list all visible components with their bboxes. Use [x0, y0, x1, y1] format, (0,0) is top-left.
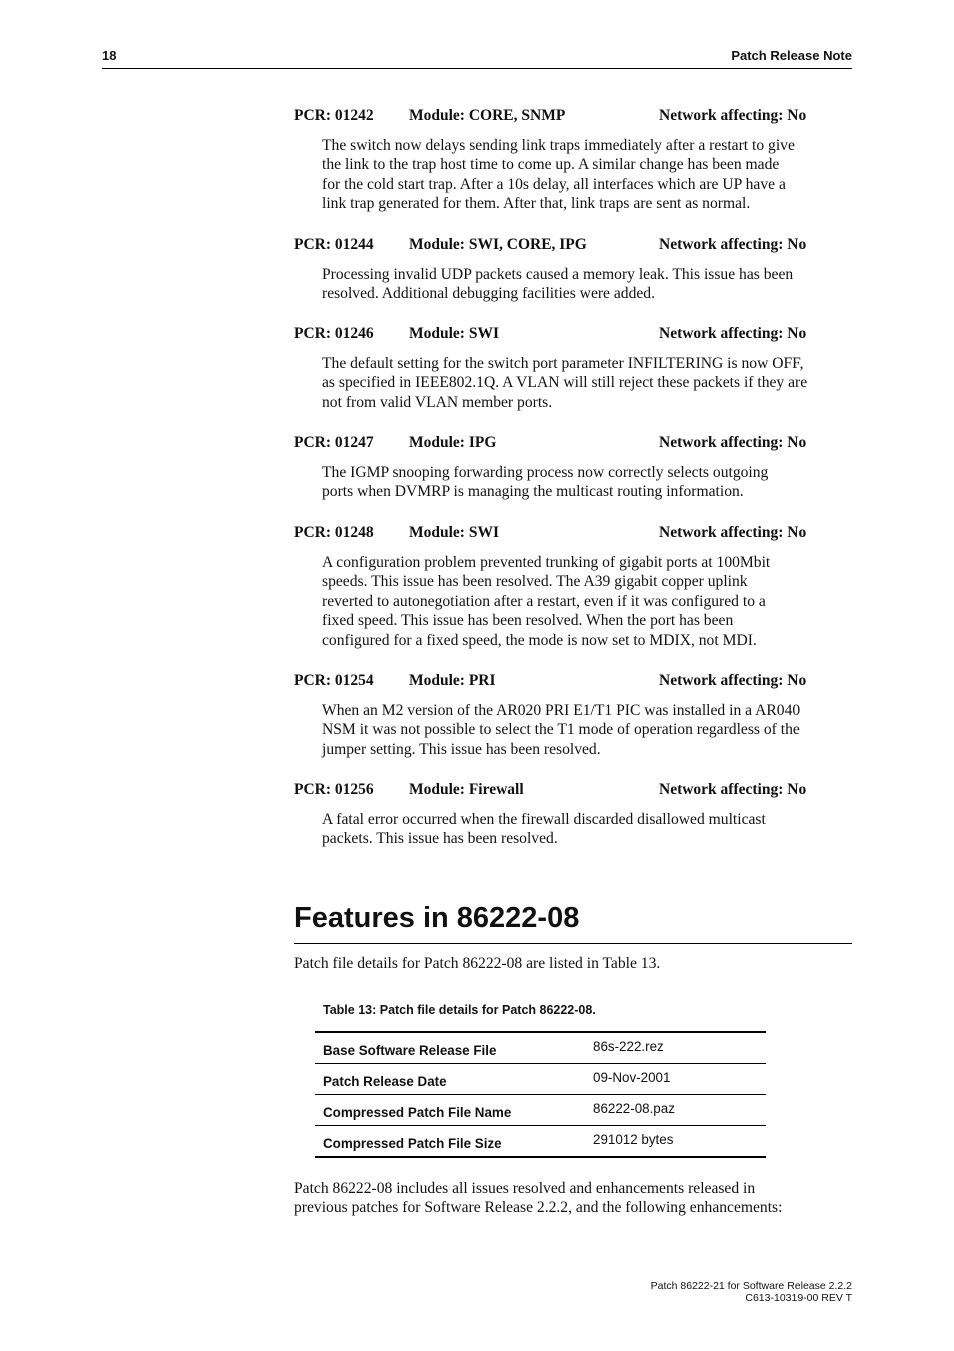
pcr-heading [294, 107, 854, 127]
text-line: previous patches for Software Release 2.2.2, and the following enhancements: [294, 1199, 783, 1217]
pcr-network-affecting: Network affecting: No [659, 325, 807, 342]
pcr-description [322, 265, 854, 304]
pcr-module: Module: CORE, SNMP [409, 107, 566, 124]
pcr-module: Module: Firewall [409, 781, 524, 798]
pcr-module: Module: SWI [409, 524, 499, 541]
patch-details-table [315, 1031, 766, 1158]
footer-doc-id: C613-10319-00 REV T [745, 1292, 852, 1304]
pcr-description [322, 354, 854, 412]
section-divider [294, 943, 852, 944]
table-row [315, 1095, 766, 1126]
pcr-heading [294, 434, 854, 454]
text-line: jumper setting. This issue has been resolved. [322, 740, 601, 758]
text-line: Processing invalid UDP packets caused a memory leak. This issue has been [322, 266, 794, 283]
pcr-heading [294, 524, 854, 544]
text-line: fixed speed. This issue has been resolved. When the port has been [322, 612, 734, 630]
footer-line: Patch 86222-21 for Software Release 2.2.2 [650, 1280, 852, 1292]
pcr-module: Module: SWI, CORE, IPG [409, 236, 587, 253]
section-intro: Patch file details for Patch 86222-08 are listed in Table 13. [294, 955, 661, 972]
text-line: resolved. Additional debugging facilities were added. [322, 285, 656, 303]
text-line: When an M2 version of the AR020 PRI E1/T1 PIC was installed in a AR040 [322, 702, 801, 719]
table-key: Compressed Patch File Name [315, 1095, 585, 1126]
text-line: reverted to autonegotiation after a restart, even if it was configured to a [322, 592, 766, 610]
text-line: Patch 86222-08 includes all issues resolved and enhancements released in [294, 1180, 756, 1197]
pcr-number: PCR: 01247 [294, 434, 374, 451]
text-line: the link to the trap host time to come up. A similar change has been made [322, 156, 780, 174]
text-line: not from valid VLAN member ports. [322, 393, 553, 411]
pcr-description [322, 701, 854, 759]
pcr-number: PCR: 01244 [294, 236, 374, 253]
text-line: packets. This issue has been resolved. [322, 830, 558, 848]
text-line: A fatal error occurred when the firewall discarded disallowed multicast [322, 811, 766, 828]
pcr-module: Module: IPG [409, 434, 497, 451]
pcr-module: Module: PRI [409, 672, 496, 689]
pcr-network-affecting: Network affecting: No [659, 781, 807, 798]
pcr-number: PCR: 01254 [294, 672, 374, 689]
text-line: link trap generated for them. After that, link traps are sent as normal. [322, 195, 751, 213]
pcr-network-affecting: Network affecting: No [659, 524, 807, 541]
table-row [315, 1064, 766, 1095]
pcr-description [322, 810, 854, 849]
pcr-heading [294, 672, 854, 692]
pcr-number: PCR: 01246 [294, 325, 374, 342]
page-number: 18 [102, 48, 117, 63]
pcr-description [322, 553, 854, 650]
section-outro [294, 1179, 854, 1218]
pcr-heading [294, 781, 854, 801]
section-title: Features in 86222-08 [294, 902, 580, 934]
table-row [315, 1126, 766, 1158]
pcr-description [322, 463, 854, 502]
table-key: Compressed Patch File Size [315, 1126, 585, 1158]
running-header-title: Patch Release Note [731, 48, 852, 63]
pcr-module: Module: SWI [409, 325, 499, 342]
pcr-network-affecting: Network affecting: No [659, 107, 807, 124]
text-line: The switch now delays sending link traps immediately after a restart to give [322, 137, 795, 154]
header-divider [102, 68, 852, 69]
table-value: 86222-08.paz [585, 1095, 766, 1126]
text-line: speeds. This issue has been resolved. The A39 gigabit copper uplink [322, 573, 748, 591]
pcr-number: PCR: 01256 [294, 781, 374, 798]
pcr-network-affecting: Network affecting: No [659, 672, 807, 689]
pcr-description [322, 136, 854, 214]
text-line: configured for a fixed speed, the mode is now set to MDIX, not MDI. [322, 631, 757, 649]
table-value: 09-Nov-2001 [585, 1064, 766, 1095]
page-footer [651, 1280, 852, 1304]
text-line: for the cold start trap. After a 10s delay, all interfaces which are UP have a [322, 175, 786, 193]
table-key: Base Software Release File [315, 1032, 585, 1064]
table-value: 291012 bytes [585, 1126, 766, 1158]
text-line: The IGMP snooping forwarding process now correctly selects outgoing [322, 464, 769, 481]
text-line: The default setting for the switch port parameter INFILTERING is now OFF, [322, 355, 804, 372]
table-caption: Table 13: Patch file details for Patch 86222-08. [323, 1003, 596, 1017]
pcr-number: PCR: 01248 [294, 524, 374, 541]
table-key: Patch Release Date [315, 1064, 585, 1095]
table-row [315, 1032, 766, 1064]
pcr-network-affecting: Network affecting: No [659, 236, 807, 253]
text-line: NSM it was not possible to select the T1 mode of operation regardless of the [322, 721, 800, 739]
table-value: 86s-222.rez [585, 1032, 766, 1064]
text-line: A configuration problem prevented trunking of gigabit ports at 100Mbit [322, 554, 771, 571]
pcr-heading [294, 325, 854, 345]
text-line: as specified in IEEE802.1Q. A VLAN will still reject these packets if they are [322, 374, 808, 392]
pcr-heading [294, 236, 854, 256]
pcr-number: PCR: 01242 [294, 107, 374, 124]
pcr-network-affecting: Network affecting: No [659, 434, 807, 451]
text-line: ports when DVMRP is managing the multicast routing information. [322, 483, 744, 501]
